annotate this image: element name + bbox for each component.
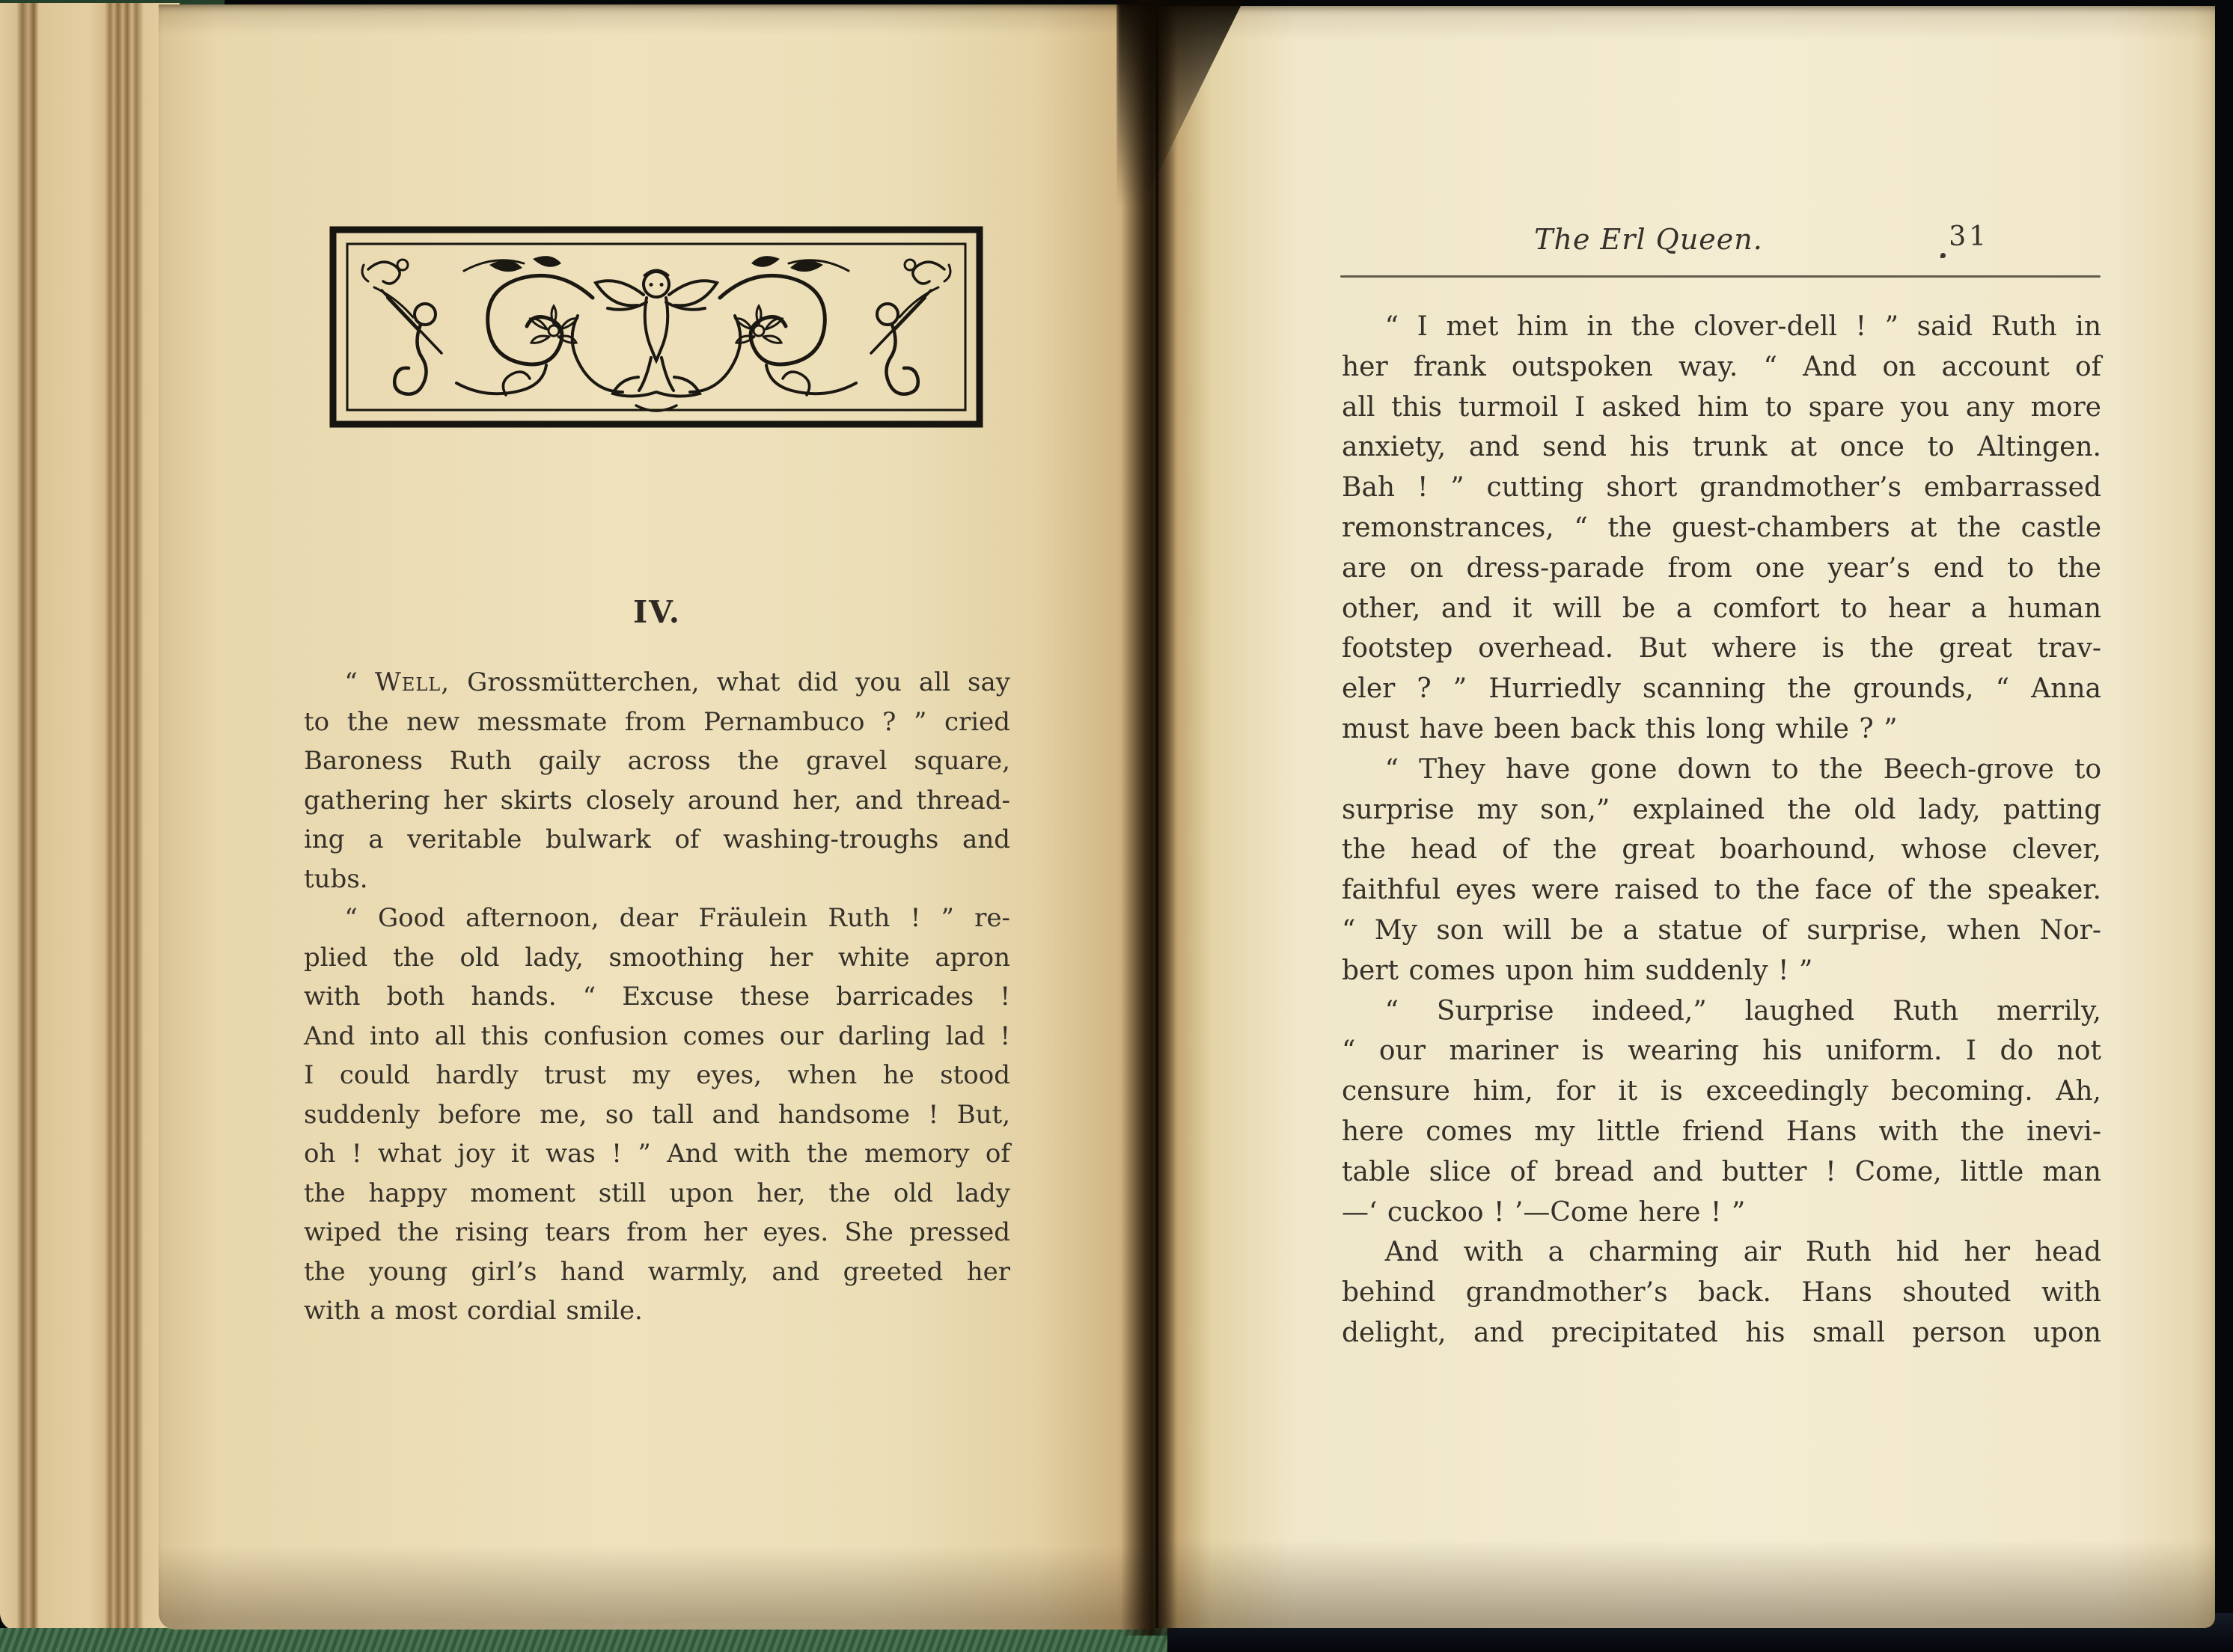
text-line: to the new messmate from Pernambuco ? ” cried	[304, 706, 1010, 737]
right-page-text-block	[1342, 307, 2101, 1353]
text-line: remonstrances, “ the guest-chambers at the castle	[1342, 512, 2101, 543]
right-page	[1158, 6, 2215, 1628]
text-line: “ our mariner is wearing his uniform. I do not	[1342, 1035, 2101, 1067]
text-line: table slice of bread and butter ! Come, little man	[1342, 1156, 2101, 1187]
first-line-rest: Grossmütterchen, what did you all say	[450, 667, 1010, 697]
left-page	[159, 4, 1155, 1630]
text-line: oh ! what joy it was ! ” And with the memory of	[304, 1139, 1010, 1169]
text-line: with both hands. “ Excuse these barricades !	[304, 982, 1010, 1012]
text-line: bert comes upon him suddenly ! ”	[1342, 955, 1813, 986]
text-line: with a most cordial smile.	[304, 1296, 643, 1326]
text-line: suddenly before me, so tall and handsome ! But,	[304, 1099, 1010, 1130]
stacked-page-edges	[0, 3, 180, 1631]
text-line: “ I met him in the clover-dell ! ” said Ruth in	[1384, 311, 2101, 342]
text-line: And into all this confusion comes our darling lad !	[304, 1021, 1010, 1051]
text-line: “ My son will be a statue of surprise, when Nor-	[1342, 914, 2101, 946]
leadword-smallcaps: Well,	[374, 667, 450, 697]
text-line: Baroness Ruth gaily across the gravel square,	[304, 746, 1010, 776]
book-gutter-shadow	[1121, 0, 1178, 1636]
text-line: her frank outspoken way. “ And on account of	[1342, 351, 2101, 382]
text-line: faithful eyes were raised to the face of the speaker.	[1342, 875, 2101, 906]
text-line: anxiety, and send his trunk at once to Altingen.	[1342, 432, 2101, 463]
chapter-heading: IV.	[632, 594, 682, 630]
text-line: delight, and precipitated his small person upon	[1342, 1317, 2101, 1348]
cherub-figure	[596, 270, 717, 411]
text-line	[304, 663, 1010, 703]
running-header-title: The Erl Queen.	[1534, 223, 1763, 256]
left-page-text-block	[304, 663, 1010, 1331]
text-line: the head of the great boarhound, whose clever,	[1342, 834, 2101, 866]
paragraph-2-lines	[1342, 750, 2101, 991]
paragraph-3-lines	[1342, 991, 2101, 1233]
header-rule	[1340, 275, 2101, 278]
text-line: “ Good afternoon, dear Fräulein Ruth ! ” re-	[344, 903, 1010, 933]
text-line: must have been back this long while ? ”	[1342, 713, 1898, 744]
paragraph-2-lines	[304, 899, 1010, 1331]
text-line: ing a veritable bulwark of washing-troughs and	[304, 825, 1010, 854]
text-line: plied the old lady, smoothing her white apron	[304, 942, 1010, 973]
paragraph-1-lines	[304, 703, 1010, 899]
running-header	[1342, 223, 2101, 263]
paragraph-2	[1342, 750, 2101, 991]
text-line: all this turmoil I asked him to spare you any more	[1342, 391, 2101, 423]
text-line: are on dress-parade from one year’s end to the	[1342, 552, 2101, 584]
text-line: eler ? ” Hurriedly scanning the grounds, “ Anna	[1342, 673, 2101, 705]
ink-speck	[1940, 253, 1946, 258]
text-line: behind grandmother’s back. Hans shouted with	[1342, 1277, 2101, 1309]
paragraph-2	[304, 899, 1010, 1331]
text-line: censure him, for it is exceedingly becoming. Ah,	[1342, 1076, 2101, 1107]
page-number: 31	[1949, 221, 1989, 252]
text-line: the young girl’s hand warmly, and greeted her	[304, 1256, 1010, 1287]
paragraph-1-lines	[1342, 307, 2101, 750]
cherub-foliage-woodcut-icon	[329, 226, 983, 428]
paragraph-3	[1342, 991, 2101, 1233]
text-line: “ Surprise indeed,” laughed Ruth merrily,	[1384, 995, 2101, 1027]
text-line: footstep overhead. But where is the great trav-	[1342, 633, 2101, 664]
text-line: “ They have gone down to the Beech-grove to	[1384, 753, 2101, 785]
text-line: Bah ! ” cutting short grandmother’s embarrassed	[1342, 472, 2101, 504]
text-line: —‘ cuckoo ! ’—Come here ! ”	[1342, 1196, 1746, 1228]
open-quote: “	[344, 667, 375, 697]
paragraph-1	[1342, 307, 2101, 750]
text-line: wiped the rising tears from her eyes. She pressed	[304, 1217, 1010, 1247]
paragraph-4-lines	[1342, 1232, 2101, 1353]
text-line: And with a charming air Ruth hid her head	[1384, 1237, 2101, 1268]
book-cover-cloth-bottom	[0, 1628, 1227, 1652]
text-line: tubs.	[304, 863, 368, 894]
text-line: surprise my son,” explained the old lady, patting	[1342, 794, 2101, 825]
paragraph-1	[304, 663, 1010, 899]
text-line: the happy moment still upon her, the old lady	[304, 1178, 1010, 1208]
paragraph-4	[1342, 1232, 2101, 1353]
headpiece-ornament	[329, 226, 983, 428]
text-line: here comes my little friend Hans with the inevi-	[1342, 1116, 2101, 1147]
text-line: I could hardly trust my eyes, when he stood	[304, 1060, 1010, 1090]
text-line: gathering her skirts closely around her, and thread-	[304, 785, 1010, 816]
text-line: other, and it will be a comfort to hear a human	[1342, 593, 2101, 624]
